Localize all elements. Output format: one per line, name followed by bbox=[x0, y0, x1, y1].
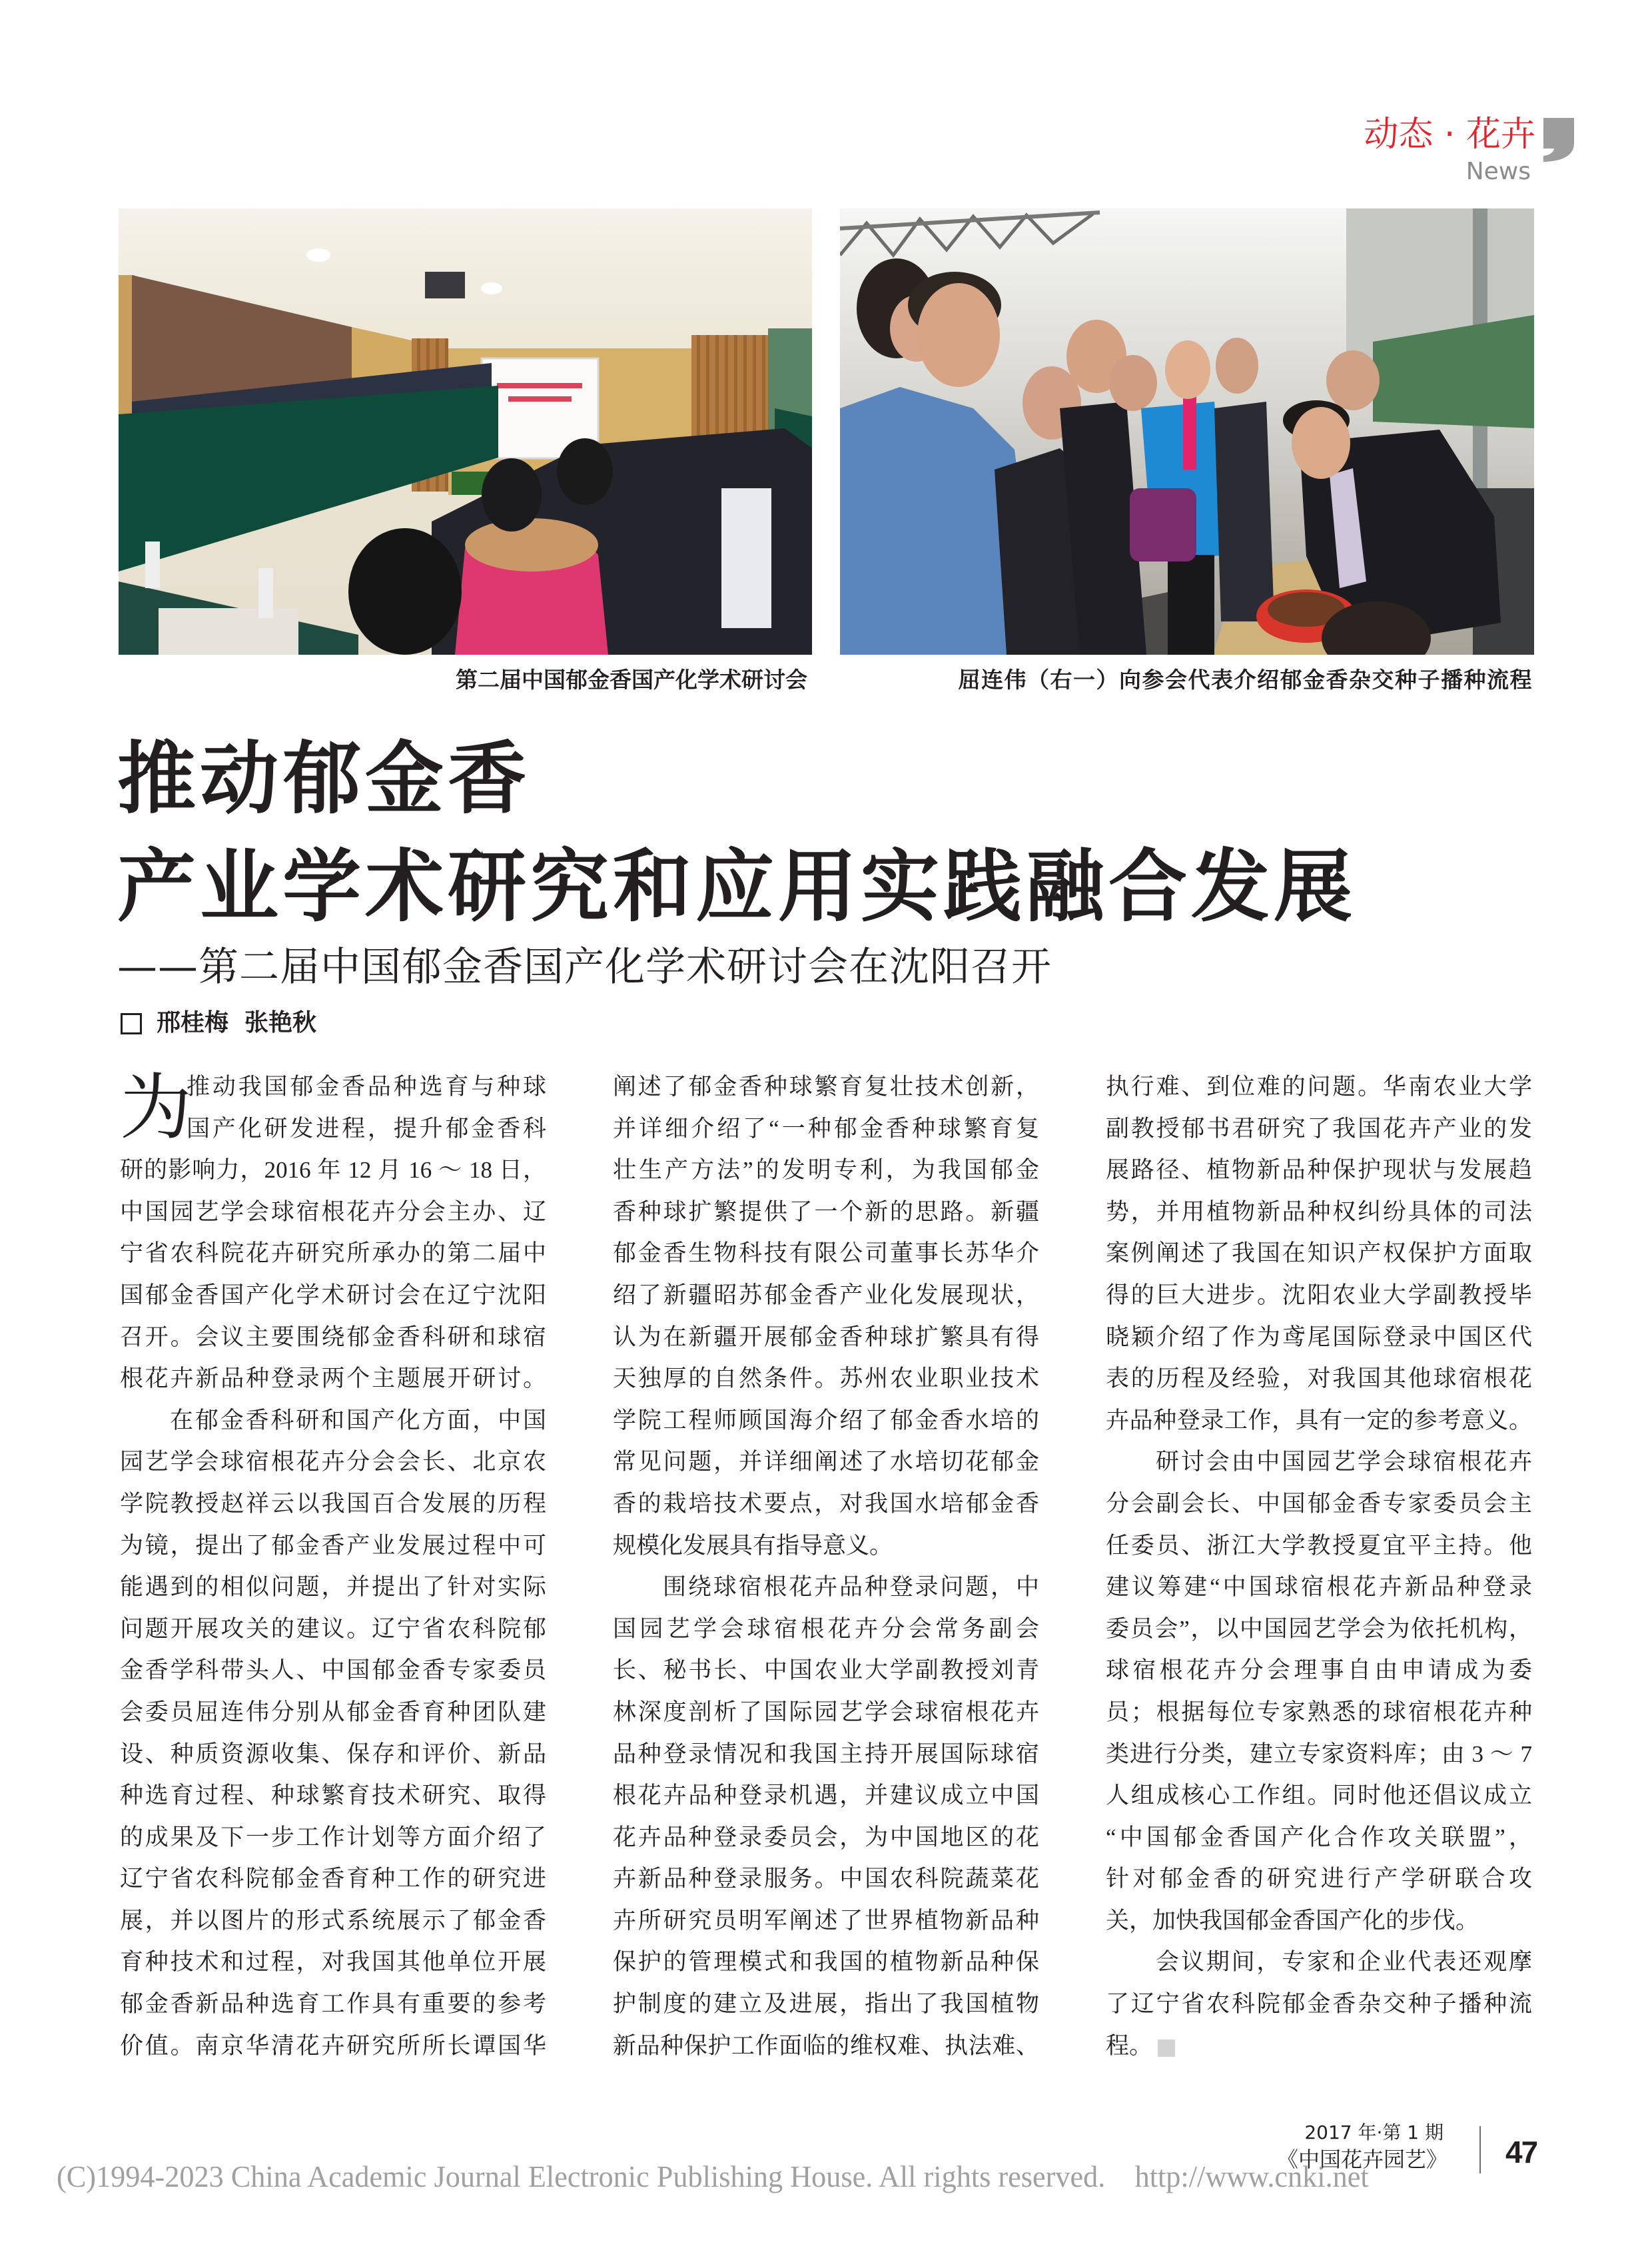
text-line: 常见问题，并详细阐述了水培切花郁金 bbox=[613, 1449, 1039, 1475]
photo-conference-art bbox=[119, 208, 812, 655]
text-line: 得的巨大进步。沈阳农业大学副教授毕 bbox=[1106, 1282, 1532, 1308]
text-line: 壮生产方法”的发明专利，为我国郁金 bbox=[613, 1157, 1039, 1184]
text-line: 绍了新疆昭苏郁金香产业化发展现状， bbox=[613, 1282, 1039, 1308]
text-line: 国产化研发进程，提升郁金香科 bbox=[187, 1115, 546, 1142]
copyright-watermark: (C)1994-2023 China Academic Journal Electronic Publishing House. All rights reserved. http://www.cnki.net bbox=[57, 2159, 1369, 2193]
text-line: 为镜，提出了郁金香产业发展过程中可 bbox=[120, 1532, 546, 1559]
text-line: 能遇到的相似问题，并提出了针对实际 bbox=[120, 1574, 546, 1601]
text-line: “中国郁金香国产化合作攻关联盟”， bbox=[1106, 1824, 1532, 1850]
paragraph-end-line: 关，加快我国郁金香国产化的步伐。 bbox=[1106, 1907, 1479, 1934]
water-bottle bbox=[145, 542, 160, 588]
text-line: 并详细介绍了“一种郁金香种球繁育复 bbox=[613, 1115, 1039, 1142]
text-line: 金香学科带头人、中国郁金香专家委员 bbox=[120, 1657, 546, 1684]
text-line: 宁省农科院花卉研究所承办的第二届中 bbox=[120, 1240, 546, 1267]
text-line: 展路径、植物新品种保护现状与发展趋 bbox=[1106, 1157, 1532, 1184]
text-line: 建议筹建“中国球宿根花卉新品种登录 bbox=[1106, 1574, 1532, 1601]
text-line: 根花卉品种登录机遇，并建议成立中国 bbox=[613, 1782, 1039, 1809]
text-line: 郁金香生物科技有限公司董事长苏华介 bbox=[613, 1240, 1039, 1267]
text-line: 国园艺学会球宿根花卉分会常务副会 bbox=[613, 1615, 1039, 1642]
text-line: 香的栽培技术要点，对我国水培郁金香 bbox=[613, 1490, 1039, 1517]
page-number: 47 bbox=[1505, 2135, 1537, 2169]
text-line: 认为在新疆开展郁金香种球扩繁具有得 bbox=[613, 1323, 1039, 1350]
text-line: 根花卉新品种登录两个主题展开研讨。 bbox=[120, 1365, 546, 1392]
pink-scarf bbox=[1183, 396, 1196, 470]
papers-on-table bbox=[159, 608, 298, 655]
face-dark-suit-man bbox=[1216, 338, 1258, 394]
text-line: 卉所研究员明军阐述了世界植物新品种 bbox=[613, 1907, 1039, 1934]
photo-conference-room bbox=[119, 208, 812, 655]
text-line: 展，并以图片的形式系统展示了郁金香 bbox=[120, 1907, 546, 1934]
face-man-gray bbox=[1109, 355, 1157, 411]
text-line: 球宿根花卉分会理事自由申请成为委 bbox=[1106, 1657, 1532, 1684]
text-line: 副教授郁书君研究了我国花卉产业的发 bbox=[1106, 1115, 1532, 1142]
text-line: 品种登录情况和我国主持开展国际球宿 bbox=[613, 1740, 1039, 1767]
text-line: 针对郁金香的研究进行产学研联合攻 bbox=[1106, 1866, 1532, 1892]
text-line: 案例阐述了我国在知识产权保护方面取 bbox=[1106, 1240, 1532, 1267]
text-line: 林深度剖析了国际园艺学会球宿根花卉 bbox=[613, 1698, 1039, 1725]
text-line: 学院教授赵祥云以我国百合发展的历程 bbox=[120, 1490, 546, 1517]
text-line: 表的历程及经验，对我国其他球宿根花 bbox=[1106, 1365, 1532, 1392]
face-glasses-man bbox=[917, 283, 1000, 387]
screen-text bbox=[508, 396, 572, 402]
text-line: 人组成核心工作组。同时他还倡议成立 bbox=[1106, 1782, 1532, 1809]
article-subtitle: ——第二届中国郁金香国产化学术研讨会在沈阳召开 bbox=[117, 944, 1052, 990]
photo-greenhouse-demo bbox=[840, 208, 1534, 655]
text-line: 阐述了郁金香种球繁育复壮技术创新， bbox=[613, 1074, 1039, 1100]
quote-mark-icon bbox=[1543, 118, 1574, 162]
photo-greenhouse-art bbox=[840, 208, 1534, 655]
paragraph-start-line: 在郁金香科研和国产化方面，中国 bbox=[170, 1407, 546, 1433]
text-line: 园艺学会球宿根花卉分会会长、北京农 bbox=[120, 1449, 546, 1475]
text-line: 研的影响力，2016 年 12 月 16 ～ 18 日， bbox=[120, 1157, 546, 1184]
text-line: 委员会”，以中国园艺学会为依托机构， bbox=[1106, 1615, 1532, 1642]
title-line-1: 推动郁金香 bbox=[117, 733, 531, 825]
footer-divider bbox=[1479, 2126, 1481, 2173]
dark-suit-man bbox=[1214, 402, 1274, 621]
fur-hood bbox=[465, 518, 598, 571]
text-line: 价值。南京华清花卉研究所所长谭国华 bbox=[120, 2032, 546, 2059]
section-label: 动态 · 花卉 bbox=[1364, 115, 1535, 155]
final-line-text: 程。 bbox=[1106, 2032, 1153, 2059]
white-chairs bbox=[721, 488, 771, 628]
text-line: 国郁金香国产化学术研讨会在辽宁沈阳 bbox=[120, 1282, 546, 1308]
text-line: 辽宁省农科院郁金香育种工作的研究进 bbox=[120, 1866, 546, 1892]
person-head bbox=[557, 438, 613, 505]
text-line: 天独厚的自然条件。苏州农业职业技术 bbox=[613, 1365, 1039, 1392]
article-column-3 bbox=[1106, 1066, 1532, 2067]
water-bottle bbox=[258, 568, 273, 618]
text-line: 新品种保护工作面临的维权难、执法难、 bbox=[613, 2032, 1039, 2059]
projector bbox=[425, 272, 465, 298]
presenter-face bbox=[1292, 407, 1350, 479]
text-line: 长、秘书长、中国农业大学副教授刘青 bbox=[613, 1657, 1039, 1684]
text-line: 员；根据每位专家熟悉的球宿根花卉种 bbox=[1106, 1698, 1532, 1725]
text-line: 护制度的建立及进展，指出了我国植物 bbox=[613, 1991, 1039, 2018]
text-line: 推动我国郁金香品种选育与种球 bbox=[187, 1074, 546, 1100]
text-line: 种选育过程、种球繁育技术研究、取得 bbox=[120, 1782, 546, 1809]
photo-caption-left: 第二届中国郁金香国产化学术研讨会 bbox=[456, 667, 807, 693]
face-blue-jacket-woman bbox=[1165, 340, 1210, 399]
text-line: 了辽宁省农科院郁金香杂交种子播种流 bbox=[1106, 1991, 1532, 2018]
end-of-article-square-icon bbox=[1158, 2040, 1175, 2057]
text-line: 类进行分类，建立专家资料库；由 3 ～ 7 bbox=[1106, 1740, 1532, 1767]
black-pants bbox=[1168, 555, 1214, 655]
article-column-2 bbox=[613, 1066, 1039, 2067]
text-line: 分会副会长、中国郁金香专家委员会主 bbox=[1106, 1490, 1532, 1517]
text-line: 晓颖介绍了作为鸢尾国际登录中国区代 bbox=[1106, 1323, 1532, 1350]
ceiling-light bbox=[306, 248, 330, 262]
author-name: 张艳秋 bbox=[244, 1009, 317, 1036]
paragraph-start-line: 会议期间，专家和企业代表还观摩 bbox=[1156, 1949, 1532, 1976]
text-line: 花卉品种登录委员会，为中国地区的花 bbox=[613, 1824, 1039, 1850]
paragraph-start-line: 研讨会由中国园艺学会球宿根花卉 bbox=[1156, 1449, 1532, 1475]
issue-label: 2017 年·第 1 期 bbox=[1304, 2121, 1444, 2143]
screen-text bbox=[497, 383, 582, 388]
text-line: 会委员屈连伟分别从郁金香育种团队建 bbox=[120, 1698, 546, 1725]
quote-mark-shape bbox=[1543, 118, 1574, 162]
text-line: 势，并用植物新品种权纠纷具体的司法 bbox=[1106, 1198, 1532, 1225]
paragraph-end-line: 规模化发展具有指导意义。 bbox=[613, 1532, 893, 1559]
article-column-1 bbox=[120, 1066, 546, 2067]
title-line-2: 产业学术研究和应用实践融合发展 bbox=[117, 841, 1357, 933]
section-label-english: News bbox=[1465, 158, 1531, 185]
photo-caption-right: 屈连伟（右一）向参会代表介绍郁金香杂交种子播种流程 bbox=[958, 667, 1533, 693]
paragraph-end-line: 卉品种登录工作，具有一定的参考意义。 bbox=[1106, 1407, 1532, 1433]
text-line: 卉新品种登录服务。中国农科院蔬菜花 bbox=[613, 1866, 1039, 1892]
text-line: 育种技术和过程，对我国其他单位开展 bbox=[120, 1949, 546, 1976]
text-line: 执行难、到位难的问题。华南农业大学 bbox=[1106, 1074, 1532, 1100]
paragraph-start-line: 围绕球宿根花卉品种登录问题，中 bbox=[663, 1574, 1039, 1601]
text-line: 的成果及下一步工作计划等方面介绍了 bbox=[120, 1824, 546, 1850]
text-line: 香种球扩繁提供了一个新的思路。新疆 bbox=[613, 1198, 1039, 1225]
text-line: 中国园艺学会球宿根花卉分会主办、辽 bbox=[120, 1198, 546, 1225]
author-name: 邢桂梅 bbox=[157, 1009, 229, 1036]
foreground-head bbox=[348, 528, 462, 655]
text-line: 保护的管理模式和我国的植物新品种保 bbox=[613, 1949, 1039, 1976]
journal-name: 《中国花卉园艺》 bbox=[1276, 2147, 1447, 2172]
text-line: 学院工程师顾国海介绍了郁金香水培的 bbox=[613, 1407, 1039, 1433]
person-head bbox=[482, 458, 542, 532]
article-final-line bbox=[1106, 2026, 1532, 2067]
face-back-man bbox=[1326, 350, 1380, 410]
text-line: 设、种质资源收集、保存和评价、新品 bbox=[120, 1740, 546, 1767]
text-line: 郁金香新品种选育工作具有重要的参考 bbox=[120, 1991, 546, 2018]
author-square-icon bbox=[121, 1013, 142, 1034]
text-line: 召开。会议主要围绕郁金香科研和球宿 bbox=[120, 1323, 546, 1350]
purple-bag bbox=[1130, 488, 1196, 561]
drop-cap: 为 bbox=[120, 1069, 193, 1148]
ceiling-light bbox=[481, 282, 502, 294]
text-line: 任委员、浙江大学教授夏宜平主持。他 bbox=[1106, 1532, 1532, 1559]
text-line: 问题开展攻关的建议。辽宁省农科院郁 bbox=[120, 1615, 546, 1642]
